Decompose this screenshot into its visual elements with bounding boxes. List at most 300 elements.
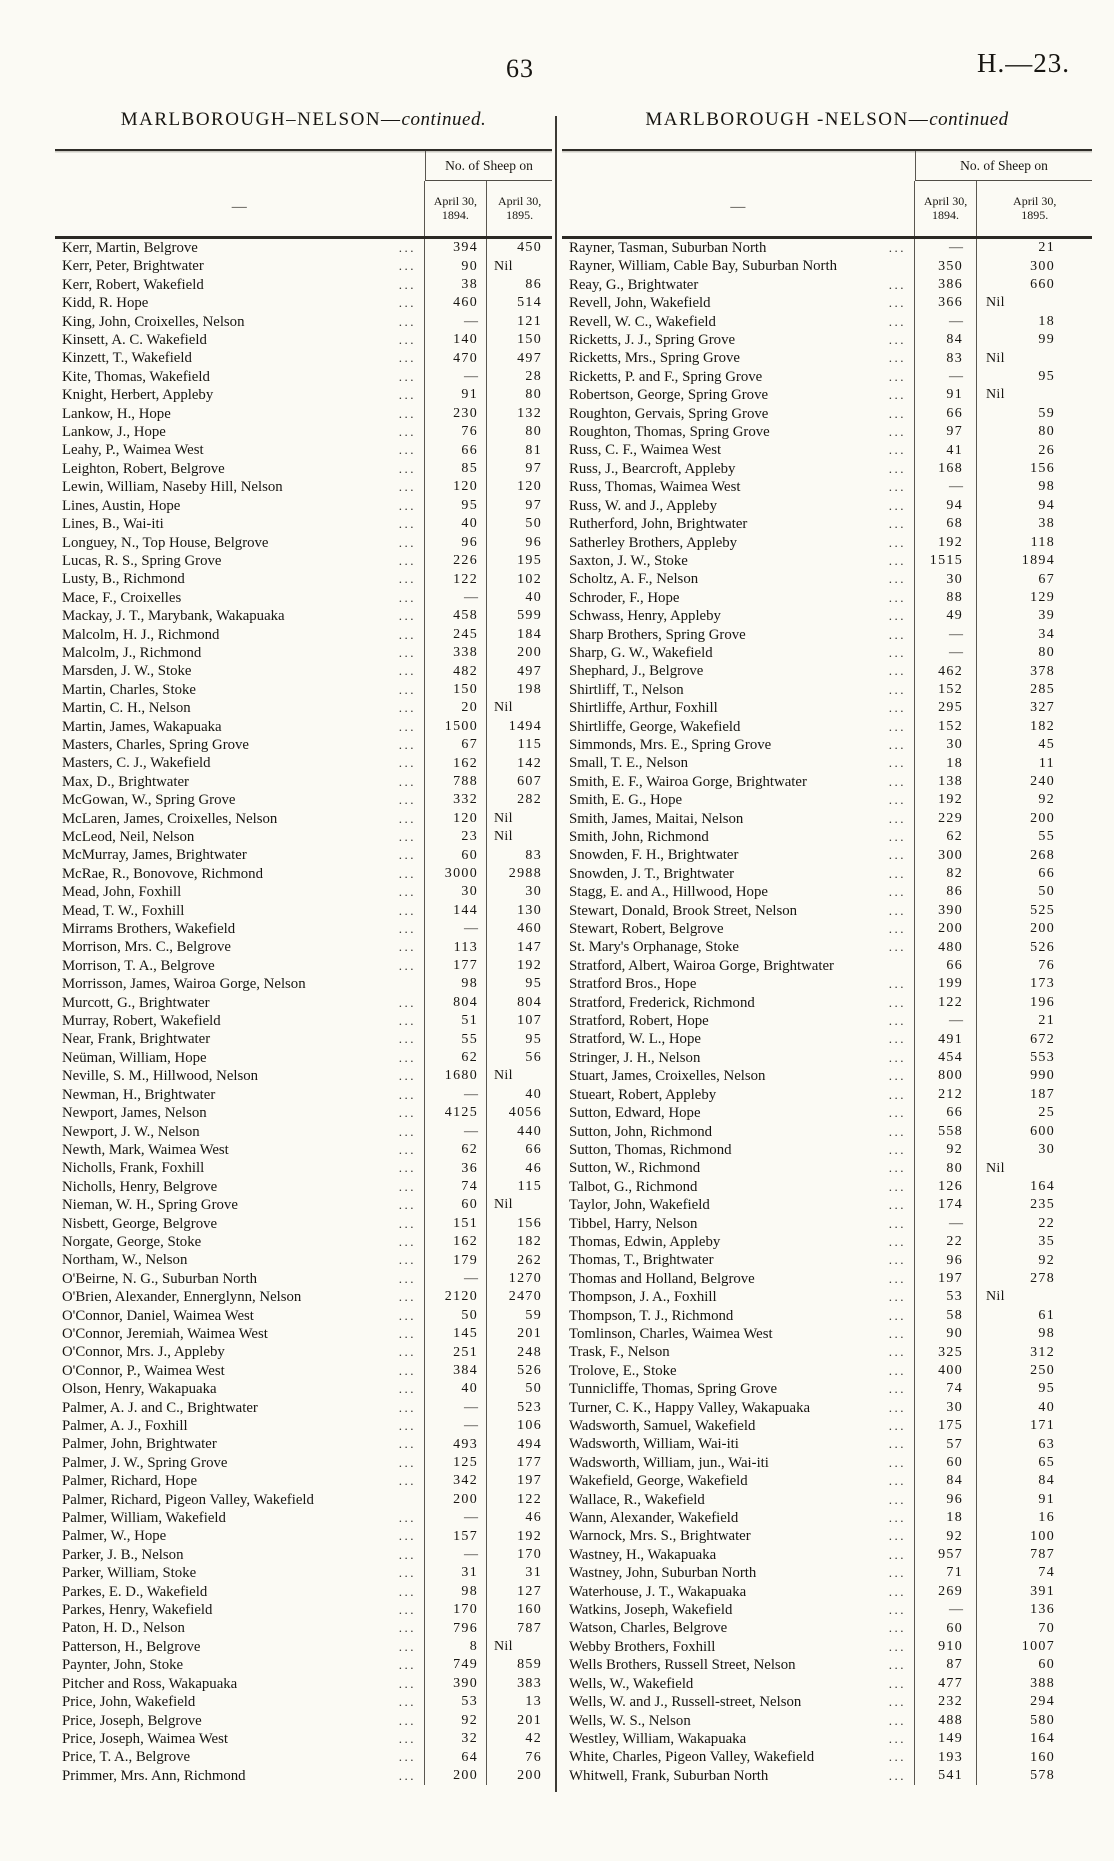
leader-dots: ... [888, 276, 906, 292]
owner-name: Kerr, Peter, Brightwater [62, 258, 204, 275]
leader-dots: ... [398, 1362, 416, 1378]
leader-dots: ... [888, 1436, 906, 1452]
table-row [562, 294, 1092, 312]
sheep-count-1895: 195 [517, 553, 542, 569]
owner-name-cell [55, 1619, 425, 1637]
leader-dots: ... [398, 1013, 416, 1029]
table-row [562, 975, 1092, 993]
sheep-count-1894: 541 [915, 1767, 977, 1785]
sheep-count-1894: — [425, 1399, 487, 1417]
sheep-count-1894: 384 [425, 1362, 487, 1380]
leader-dots: ... [888, 589, 906, 605]
sheep-count-1895: 60 [1038, 1657, 1055, 1673]
leader-dots: ... [398, 865, 416, 881]
sheep-count-1894: 88 [915, 589, 977, 607]
table-row [55, 1086, 552, 1104]
sheep-count-1895: 35 [1038, 1234, 1055, 1250]
owner-name: Tomlinson, Charles, Waimea West [569, 1325, 773, 1342]
leader-dots: ... [398, 1767, 416, 1783]
leader-dots: ... [398, 921, 416, 937]
sheep-count-1894: 53 [915, 1288, 977, 1306]
sheep-count-1895: 312 [1030, 1344, 1055, 1360]
owner-name-cell [562, 865, 915, 883]
owner-name-cell [562, 349, 915, 367]
table-row [562, 313, 1092, 331]
owner-name-cell [55, 478, 425, 496]
column-header-april-1895: April 30, 1895. [497, 194, 542, 222]
owner-name: Russ, J., Bearcroft, Appleby [569, 460, 736, 477]
owner-name-cell [55, 1583, 425, 1601]
leader-dots: ... [398, 405, 416, 421]
sheep-count-1894: 94 [915, 497, 977, 515]
sheep-count-1895: Nil [494, 258, 513, 274]
sheep-count-1894: 177 [425, 957, 487, 975]
sheep-count-1895: 197 [517, 1473, 542, 1489]
table-row [562, 1343, 1092, 1361]
owner-name-cell [562, 791, 915, 809]
leader-dots: ... [398, 1694, 416, 1710]
table-row [55, 644, 552, 662]
leader-dots: ... [888, 1289, 906, 1305]
leader-dots: ... [888, 1749, 906, 1765]
owner-name-cell [55, 1546, 425, 1564]
leader-dots: ... [888, 295, 906, 311]
owner-name: Stuart, James, Croixelles, Nelson [569, 1068, 766, 1085]
owner-name: Lewin, William, Naseby Hill, Nelson [62, 479, 283, 496]
leader-dots: ... [888, 608, 906, 624]
leader-dots: ... [398, 1141, 416, 1157]
sheep-count-1895: 391 [1030, 1583, 1055, 1599]
leader-dots: ... [888, 1197, 906, 1213]
sheep-count-1894: 66 [915, 405, 977, 423]
owner-name: Shephard, J., Belgrove [569, 663, 704, 680]
table-row [55, 920, 552, 938]
owner-name: Wallace, R., Wakefield [569, 1491, 705, 1508]
owner-name: Shirtliffe, Arthur, Foxhill [569, 700, 718, 717]
sheep-count-1894: 796 [425, 1619, 487, 1637]
owner-name: Patterson, H., Belgrove [62, 1638, 201, 1655]
owner-name: Russ, C. F., Waimea West [569, 442, 722, 459]
sheep-count-1894: — [425, 1086, 487, 1104]
table-row [55, 1159, 552, 1177]
leader-dots: ... [888, 1086, 906, 1102]
owner-name-cell [562, 920, 915, 938]
owner-name: Robertson, George, Spring Grove [569, 387, 769, 404]
sheep-count-1895: 115 [517, 737, 542, 753]
sheep-count-1895: Nil [494, 829, 513, 845]
owner-name-cell [562, 736, 915, 754]
owner-name: Leahy, P., Waimea West [62, 442, 204, 459]
sheep-count-1894: 30 [425, 883, 487, 901]
sheep-count-1895: 268 [1030, 847, 1055, 863]
owner-name-cell [562, 1399, 915, 1417]
table-row [562, 1712, 1092, 1730]
owner-name: Murcott, G., Brightwater [62, 994, 210, 1011]
table-row [562, 865, 1092, 883]
owner-name: Masters, C. J., Wakefield [62, 755, 211, 772]
sheep-count-1895: 182 [517, 1234, 542, 1250]
owner-name-cell [562, 515, 915, 533]
owner-name-cell [562, 1123, 915, 1141]
owner-name: Stratford, Albert, Wairoa Gorge, Brightwater [569, 957, 834, 974]
sheep-count-1895: 95 [525, 976, 542, 992]
sheep-count-1895: 156 [517, 1215, 542, 1231]
owner-name: Newth, Mark, Waimea West [62, 1141, 229, 1158]
owner-name: Thompson, J. A., Foxhill [569, 1289, 717, 1306]
owner-name: Longuey, N., Top House, Belgrove [62, 534, 269, 551]
owner-column-header-cell [55, 151, 426, 181]
table-row [562, 1417, 1092, 1435]
leader-dots: ... [888, 479, 906, 495]
sheep-count-1894: 85 [425, 460, 487, 478]
table-body [55, 239, 552, 1785]
owner-name-cell [562, 1748, 915, 1766]
owner-name: Thomas, T., Brightwater [569, 1252, 714, 1269]
table-header-group-row [55, 151, 552, 181]
sheep-count-1895: 192 [517, 958, 542, 974]
leader-dots: ... [888, 626, 906, 642]
sheep-count-1895: 672 [1030, 1031, 1055, 1047]
leader-dots: ... [398, 1657, 416, 1673]
owner-name: Waterhouse, J. T., Wakapuaka [569, 1583, 747, 1600]
leader-dots: ... [888, 1307, 906, 1323]
sheep-count-1894: 558 [915, 1123, 977, 1141]
leader-dots: ... [398, 1528, 416, 1544]
owner-name-cell [55, 423, 425, 441]
sheep-count-1895: 497 [517, 663, 542, 679]
owner-name: Pitcher and Ross, Wakapuaka [62, 1675, 238, 1692]
owner-name-cell [55, 1307, 425, 1325]
sheep-count-1894: 342 [425, 1472, 487, 1490]
owner-name: Shirtliffe, George, Wakefield [569, 718, 741, 735]
sheep-count-1894: 140 [425, 331, 487, 349]
table-row [55, 1380, 552, 1398]
table-row [562, 1767, 1092, 1785]
table-row [55, 1215, 552, 1233]
leader-dots: ... [398, 1086, 416, 1102]
leader-dots: ... [888, 1399, 906, 1415]
owner-name-cell [562, 810, 915, 828]
table-row [562, 1288, 1092, 1306]
table-row [55, 975, 552, 993]
column-divider-rule [555, 116, 557, 1792]
leader-dots: ... [888, 1344, 906, 1360]
sheep-count-1894: 162 [425, 1233, 487, 1251]
sheep-count-1894: — [915, 1215, 977, 1233]
column-header-april-1895: April 30, 1895. [1013, 194, 1057, 222]
leader-dots: ... [888, 847, 906, 863]
leader-dots: ... [398, 1565, 416, 1581]
owner-name-cell [55, 883, 425, 901]
leader-dots: ... [888, 1031, 906, 1047]
sheep-count-1894: 64 [425, 1748, 487, 1766]
sheep-count-1895: 83 [525, 847, 542, 863]
table-row [562, 1583, 1092, 1601]
owner-name: Wadsworth, William, jun., Wai-iti [569, 1454, 769, 1471]
owner-name-cell [562, 313, 915, 331]
table-row [562, 1215, 1092, 1233]
sheep-count-1895: 21 [1038, 240, 1055, 256]
owner-name-cell [55, 515, 425, 533]
owner-name: Trolove, E., Stoke [569, 1362, 677, 1379]
leader-dots: ... [888, 1510, 906, 1526]
sheep-count-1894: 90 [915, 1325, 977, 1343]
leader-dots: ... [888, 700, 906, 716]
sheep-count-1894: 32 [425, 1730, 487, 1748]
sheep-count-1894: — [425, 313, 487, 331]
owner-name-cell [55, 1196, 425, 1214]
sheep-count-1894: 462 [915, 662, 977, 680]
sheep-count-1894: 91 [915, 386, 977, 404]
owner-name-cell [55, 902, 425, 920]
table-row [55, 368, 552, 386]
sheep-count-1895: 388 [1030, 1675, 1055, 1691]
owner-name-cell [55, 570, 425, 588]
owner-name-cell [562, 1564, 915, 1582]
table-row [55, 994, 552, 1012]
owner-name-cell [562, 1767, 915, 1785]
owner-name: Marsden, J. W., Stoke [62, 663, 192, 680]
owner-name-cell [562, 1619, 915, 1637]
table-row [55, 1509, 552, 1527]
table-row [562, 810, 1092, 828]
table-row [55, 1583, 552, 1601]
sheep-count-1895: 22 [1038, 1215, 1055, 1231]
leader-dots: ... [888, 902, 906, 918]
owner-name-cell [55, 1638, 425, 1656]
table-row [55, 1343, 552, 1361]
sheep-count-1895: 198 [517, 681, 542, 697]
sheep-count-1895: 164 [1030, 1731, 1055, 1747]
owner-name: Stewart, Robert, Belgrove [569, 921, 724, 938]
table-row [562, 1472, 1092, 1490]
leader-dots: ... [888, 773, 906, 789]
leader-dots: ... [398, 497, 416, 513]
sheep-count-1895: 200 [517, 1767, 542, 1783]
leader-dots: ... [398, 442, 416, 458]
sheep-count-1894: 150 [425, 681, 487, 699]
sheep-count-1895: 553 [1030, 1050, 1055, 1066]
leader-dots: ... [398, 1049, 416, 1065]
sheep-count-1895: 81 [525, 442, 542, 458]
table-row [562, 736, 1092, 754]
table-row [562, 1067, 1092, 1085]
owner-name: Nieman, W. H., Spring Grove [62, 1197, 238, 1214]
owner-name: Smith, James, Maitai, Nelson [569, 810, 744, 827]
sheep-count-1894: 30 [915, 570, 977, 588]
leader-dots: ... [888, 644, 906, 660]
owner-name: Nicholls, Henry, Belgrove [62, 1178, 218, 1195]
owner-name-cell [55, 1159, 425, 1177]
table-row [55, 460, 552, 478]
table-row [562, 791, 1092, 809]
leader-dots: ... [398, 718, 416, 734]
table-row [55, 773, 552, 791]
owner-name-cell [562, 331, 915, 349]
owner-name: Morrisson, James, Wairoa Gorge, Nelson [62, 976, 306, 993]
table-row [562, 1307, 1092, 1325]
leader-dots: ... [398, 276, 416, 292]
sheep-count-1894: 98 [425, 975, 487, 993]
sheep-count-1895: 66 [1038, 866, 1055, 882]
leader-dots: ... [888, 1583, 906, 1599]
owner-name-cell [55, 294, 425, 312]
sheep-count-1894: 74 [425, 1178, 487, 1196]
leader-dots: ... [398, 1638, 416, 1654]
table-row [562, 1509, 1092, 1527]
sheep-count-1894: 120 [425, 810, 487, 828]
leader-dots: ... [888, 1454, 906, 1470]
leader-dots: ... [888, 1730, 906, 1746]
table-row [562, 1012, 1092, 1030]
sheep-count-1894: 251 [425, 1343, 487, 1361]
owner-name: Palmer, William, Wakefield [62, 1510, 226, 1527]
owner-name: Lusty, B., Richmond [62, 571, 185, 588]
table-row [562, 1491, 1092, 1509]
owner-name-cell [55, 994, 425, 1012]
owner-name: Price, Joseph, Belgrove [62, 1712, 202, 1729]
table-header-group-row [562, 151, 1092, 181]
table-row [562, 1030, 1092, 1048]
owner-name: Lankow, H., Hope [62, 405, 171, 422]
owner-name-cell [55, 754, 425, 772]
sheep-count-1894: 910 [915, 1638, 977, 1656]
owner-name: Stringer, J. H., Nelson [569, 1049, 701, 1066]
leader-dots: ... [888, 1160, 906, 1176]
owner-name: Wann, Alexander, Wakefield [569, 1510, 739, 1527]
sheep-count-1894: 152 [915, 681, 977, 699]
sheep-count-1894: — [425, 1417, 487, 1435]
leader-dots: ... [888, 516, 906, 532]
sheep-count-1894: 62 [425, 1141, 487, 1159]
owner-name: Palmer, A. J., Foxhill [62, 1418, 188, 1434]
owner-name: O'Connor, Jeremiah, Waimea West [62, 1325, 268, 1342]
table-row [562, 902, 1092, 920]
sheep-count-1895: 250 [1030, 1362, 1055, 1378]
leader-dots: ... [398, 700, 416, 716]
table-row [562, 718, 1092, 736]
sheep-count-1894: 67 [425, 736, 487, 754]
sheep-count-1895: 46 [525, 1510, 542, 1526]
table-row [562, 1123, 1092, 1141]
table-row [562, 754, 1092, 772]
owner-name-cell [55, 1288, 425, 1306]
leader-dots: ... [398, 1473, 416, 1489]
owner-name-cell [562, 1417, 915, 1435]
leader-dots: ... [398, 663, 416, 679]
table-row [55, 1527, 552, 1545]
table-row [55, 1012, 552, 1030]
leader-dots: ... [888, 1270, 906, 1286]
owner-name-cell [55, 1564, 425, 1582]
page-number: 63 [506, 54, 534, 83]
owner-name: Wells, W., Wakefield [569, 1675, 694, 1692]
sheep-count-1894: 122 [915, 994, 977, 1012]
sheep-count-group-header: No. of Sheep on [426, 151, 552, 181]
owner-name-cell [55, 331, 425, 349]
owner-name-cell [562, 552, 915, 570]
leader-dots: ... [398, 644, 416, 660]
table-row [562, 1362, 1092, 1380]
sheep-count-1895: 859 [517, 1657, 542, 1673]
owner-name-cell [562, 294, 915, 312]
owner-name: Rayner, Tasman, Suburban North [569, 240, 767, 256]
owner-name-cell [55, 1362, 425, 1380]
leader-dots: ... [888, 1123, 906, 1139]
sheep-count-1895: 45 [1038, 737, 1055, 753]
sheep-count-1895: 91 [1038, 1491, 1055, 1507]
owner-name: Stratford Bros., Hope [569, 976, 697, 993]
owner-name: Wells, W. S., Nelson [569, 1712, 691, 1729]
leader-dots: ... [398, 240, 416, 255]
table-row [562, 938, 1092, 956]
owner-name-cell [55, 1141, 425, 1159]
table-row [562, 1325, 1092, 1343]
owner-name: Trask, F., Nelson [569, 1344, 670, 1361]
owner-name-cell [562, 1178, 915, 1196]
sheep-count-1895: 67 [1038, 571, 1055, 587]
owner-name: Thompson, T. J., Richmond [569, 1307, 734, 1324]
leader-dots: ... [888, 1491, 906, 1507]
sheep-count-1895: 200 [1030, 921, 1055, 937]
sheep-count-1894: 269 [915, 1583, 977, 1601]
table-row [55, 1491, 552, 1509]
sheep-count-1895: 122 [517, 1491, 542, 1507]
owner-name-cell [562, 846, 915, 864]
sheep-count-1894: 60 [915, 1454, 977, 1472]
table-row [562, 534, 1092, 552]
table-row [55, 570, 552, 588]
owner-name-cell [562, 1362, 915, 1380]
owner-name: McLeod, Neil, Nelson [62, 829, 195, 845]
table-row [55, 1067, 552, 1085]
sheep-count-1894: 390 [915, 902, 977, 920]
table-row [55, 313, 552, 331]
sheep-count-1894: 22 [915, 1233, 977, 1251]
owner-name: Wadsworth, William, Wai-iti [569, 1436, 739, 1453]
sheep-count-1894: 66 [915, 1104, 977, 1122]
owner-name: King, John, Croixelles, Nelson [62, 313, 245, 330]
owner-name-cell [562, 957, 915, 975]
table-row [55, 736, 552, 754]
owner-name-cell [55, 276, 425, 294]
sheep-count-1894: 8 [425, 1638, 487, 1656]
owner-name-cell [55, 349, 425, 367]
sheep-count-1894: 18 [915, 1509, 977, 1527]
leader-dots: ... [398, 589, 416, 605]
table-row [562, 1527, 1092, 1545]
table-row [55, 423, 552, 441]
sheep-count-1894: 157 [425, 1527, 487, 1545]
owner-name-cell [562, 1638, 915, 1656]
leader-dots: ... [398, 387, 416, 403]
sheep-count-1894: 40 [425, 1380, 487, 1398]
owner-name-cell [55, 846, 425, 864]
leader-dots: ... [888, 1381, 906, 1397]
leader-dots: ... [888, 1049, 906, 1065]
owner-name: Palmer, Richard, Hope [62, 1473, 198, 1490]
sheep-count-1895: 95 [525, 1031, 542, 1047]
table-row [562, 1675, 1092, 1693]
leader-dots: ... [398, 368, 416, 384]
owner-name-cell [562, 1251, 915, 1269]
leader-dots: ... [888, 368, 906, 384]
sheep-count-1894: 400 [915, 1362, 977, 1380]
sheep-count-1894: 58 [915, 1307, 977, 1325]
owner-name-cell [562, 1343, 915, 1361]
owner-name-cell [562, 534, 915, 552]
owner-name: Palmer, W., Hope [62, 1528, 167, 1545]
